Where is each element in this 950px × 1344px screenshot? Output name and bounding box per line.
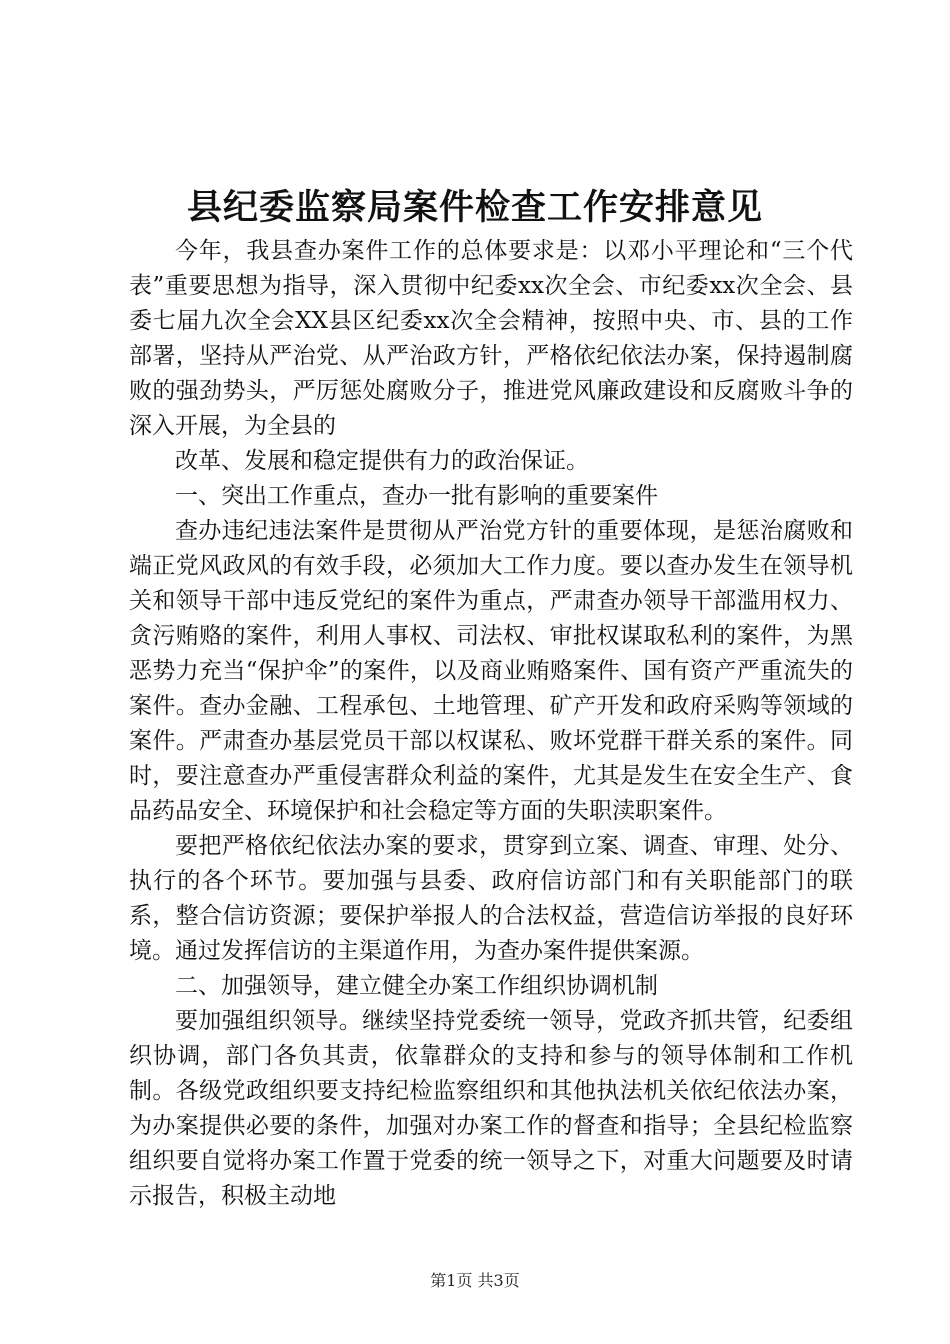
- document-body: [129, 234, 853, 1214]
- page-footer: 第1页 共3页: [430, 1271, 520, 1290]
- paragraph-intro: 今年，我县查办案件工作的总体要求是：以邓小平理论和“三个代表”重要思想为指导，深入贯彻中纪委xx次全会、市纪委xx次全会、县委七届九次全会XX县区纪委xx次全会精神，按照中央、市、县的工作部署，坚持从严治党、从严治政方针，严格依纪依法办案，保持遏制腐败的强劲势头，严厉惩处腐败分子，推进党风廉政建设和反腐败斗争的深入开展，为全县的: [129, 238, 853, 439]
- section-heading-2: 二、加强领导，建立健全办案工作组织协调机制: [175, 973, 658, 999]
- section-heading-1: 一、突出工作重点，查办一批有影响的重要案件: [175, 483, 658, 509]
- paragraph-intro-continued: 改革、发展和稳定提供有力的政治保证。: [175, 448, 589, 474]
- paragraph-section-1-b: 要把严格依纪依法办案的要求，贯穿到立案、调查、审理、处分、执行的各个环节。要加强与县委、政府信访部门和有关职能部门的联系，整合信访资源；要保护举报人的合法权益，营造信访举报的良好环境。通过发挥信访的主渠道作用，为查办案件提供案源。: [129, 833, 853, 964]
- paragraph-section-1-a: 查办违纪违法案件是贯彻从严治党方针的重要体现，是惩治腐败和端正党风政风的有效手段，必须加大工作力度。要以查办发生在领导机关和领导干部中违反党纪的案件为重点，严肃查办领导干部滥用权力、贪污贿赂的案件，利用人事权、司法权、审批权谋取私利的案件，为黑恶势力充当“保护伞”的案件，以及商业贿赂案件、国有资产严重流失的案件。查办金融、工程承包、土地管理、矿产开发和政府采购等领域的案件。严肃查办基层党员干部以权谋私、败坏党群干群关系的案件。同时，要注意查办严重侵害群众利益的案件，尤其是发生在安全生产、食品药品安全、环境保护和社会稳定等方面的失职渎职案件。: [129, 518, 853, 824]
- paragraph-section-2-a: 要加强组织领导。继续坚持党委统一领导，党政齐抓共管，纪委组织协调，部门各负其责，依靠群众的支持和参与的领导体制和工作机制。各级党政组织要支持纪检监察组织和其他执法机关依纪依法办案，为办案提供必要的条件，加强对办案工作的督查和指导；全县纪检监察组织要自觉将办案工作置于党委的统一领导之下，对重大问题要及时请示报告，积极主动地: [129, 1008, 853, 1209]
- document-title: 县纪委监察局案件检查工作安排意见: [186, 187, 763, 228]
